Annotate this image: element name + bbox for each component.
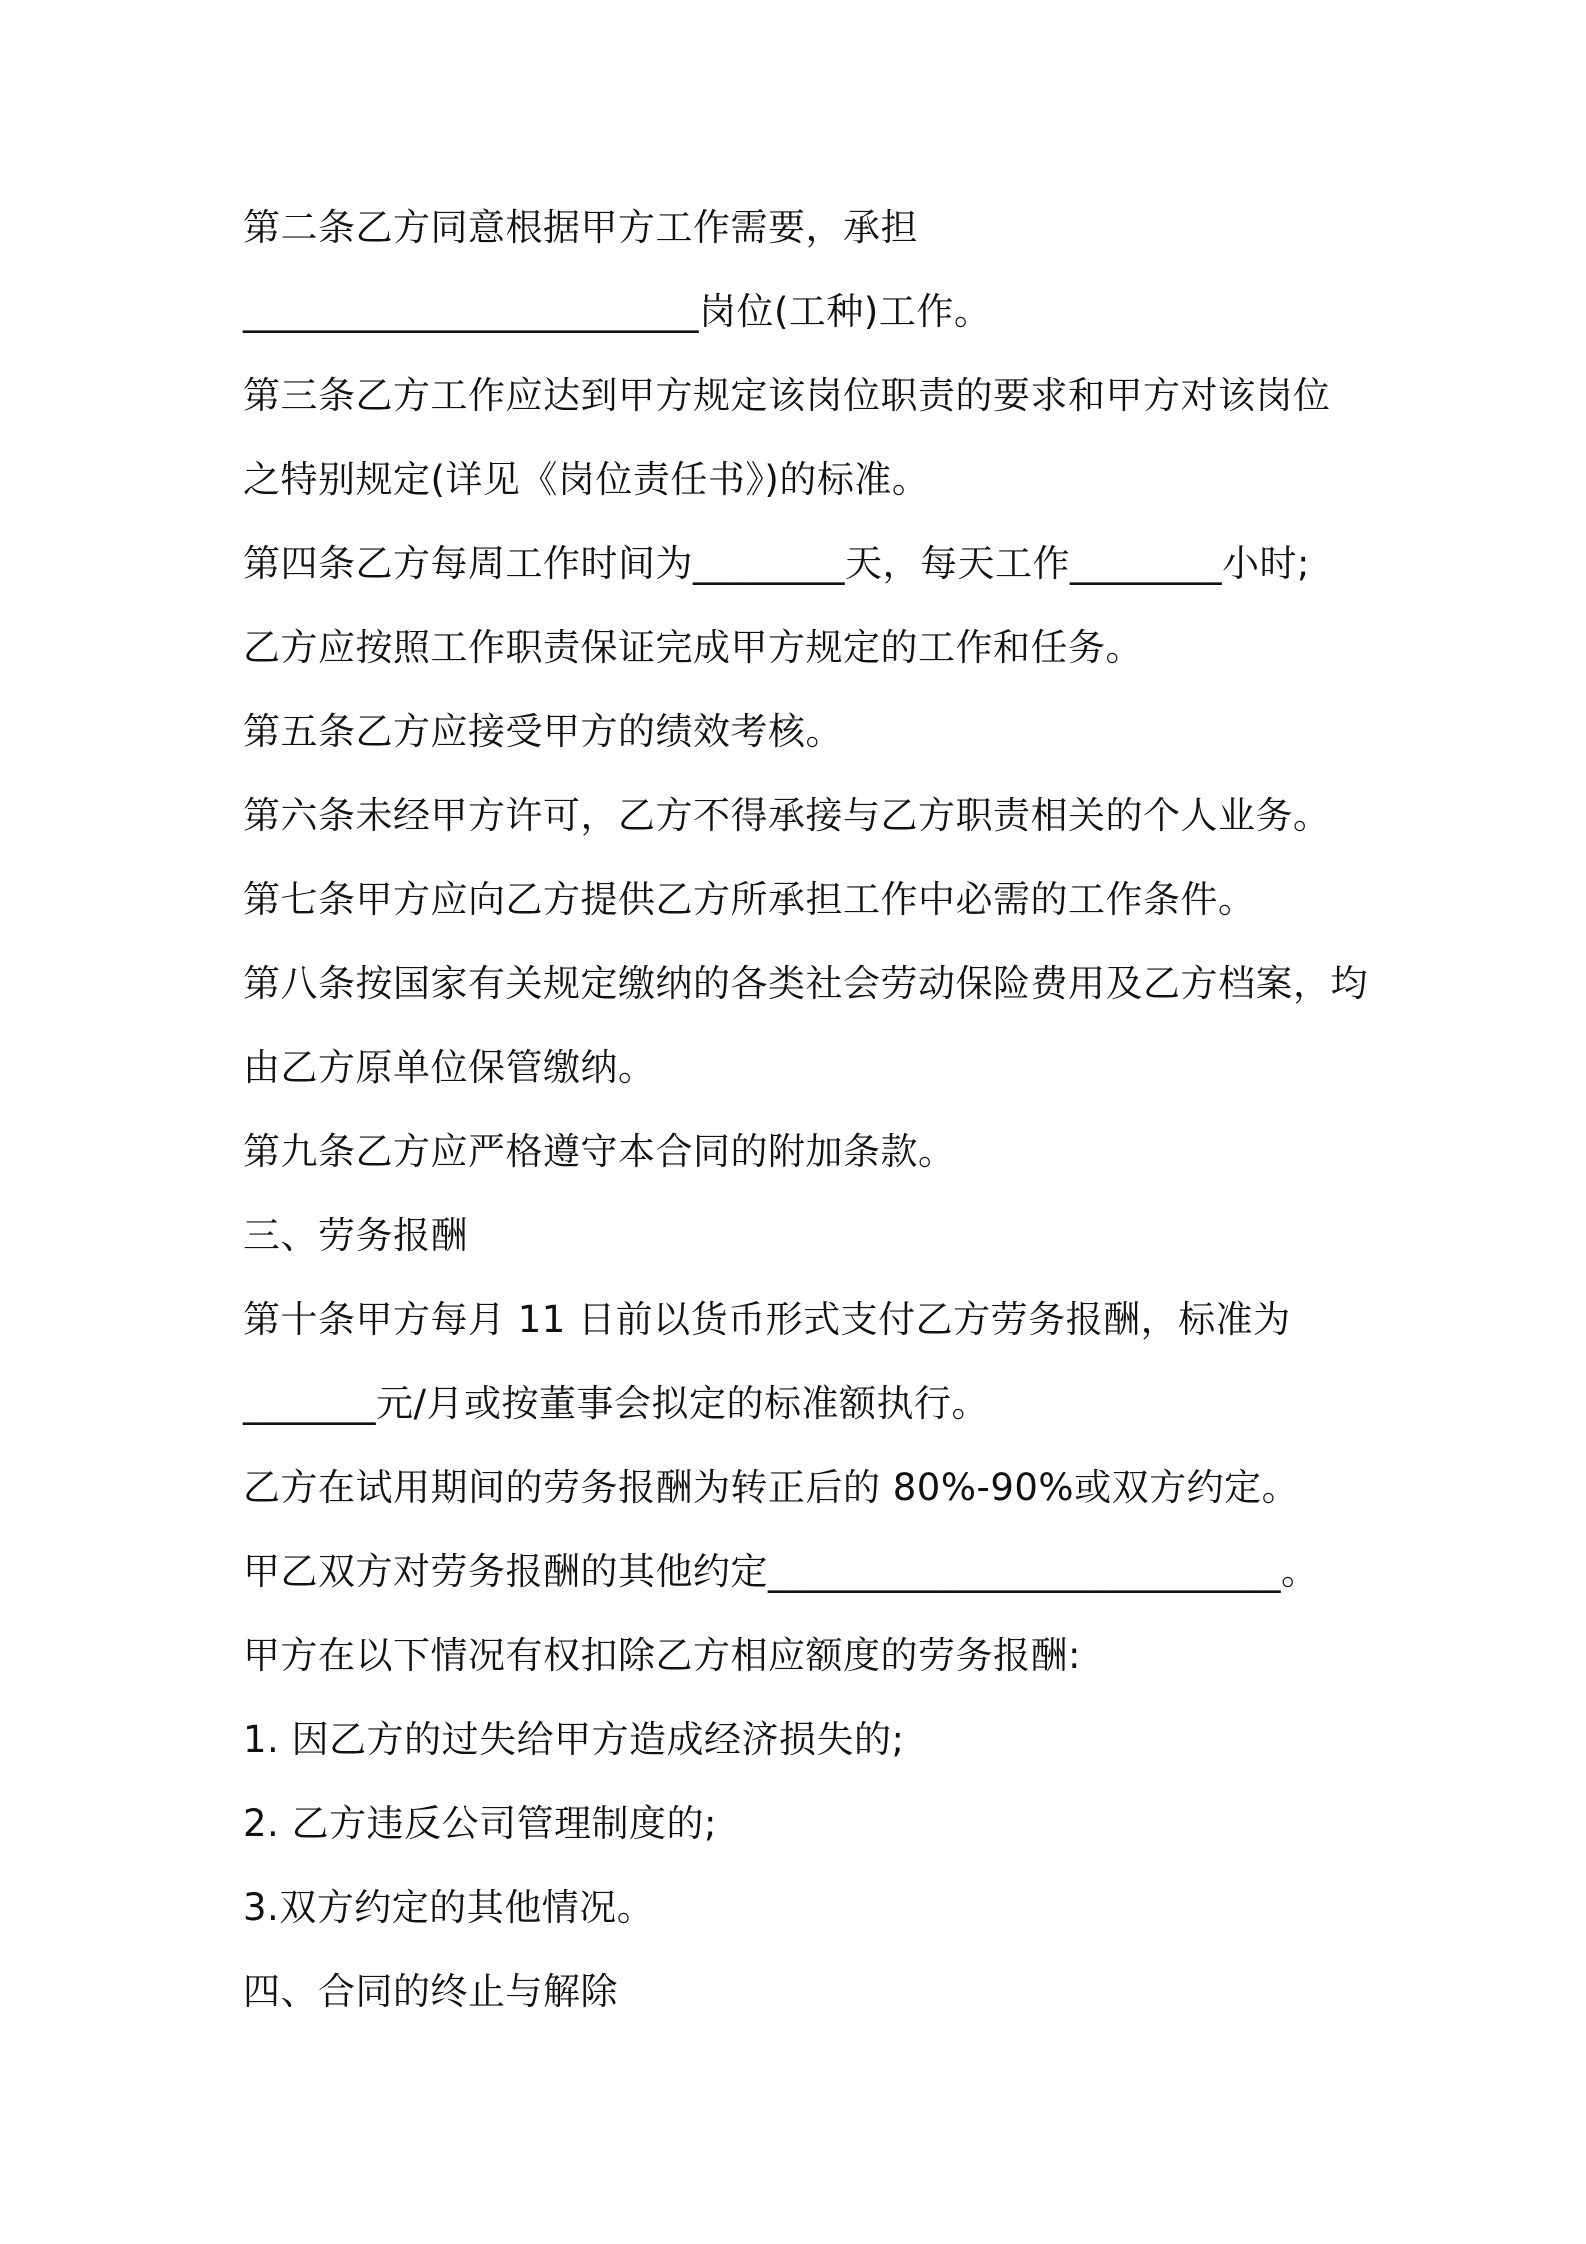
clause-2-line-2: ________________________岗位(工种)工作。 xyxy=(243,290,992,333)
other-pay-agreement: 甲乙双方对劳务报酬的其他约定___________________________。 xyxy=(243,1550,1319,1593)
clause-8-line-1: 第八条按国家有关规定缴纳的各类社会劳动保险费用及乙方档案，均 xyxy=(243,962,1368,1005)
probation-pay: 乙方在试用期间的劳务报酬为转正后的 80%-90%或双方约定。 xyxy=(243,1466,1300,1509)
clause-10-line-1: 第十条甲方每月 11 日前以货币形式支付乙方劳务报酬，标准为 xyxy=(243,1298,1291,1341)
deduction-item-3: 3.双方约定的其他情况。 xyxy=(243,1886,655,1929)
clause-4-line-2: 乙方应按照工作职责保证完成甲方规定的工作和任务。 xyxy=(243,626,1143,669)
clause-2-line-1: 第二条乙方同意根据甲方工作需要，承担 xyxy=(243,206,918,249)
clause-7: 第七条甲方应向乙方提供乙方所承担工作中必需的工作条件。 xyxy=(243,878,1256,921)
section-4-heading: 四、合同的终止与解除 xyxy=(243,1970,618,2013)
deduction-item-2: 2. 乙方违反公司管理制度的; xyxy=(243,1802,718,1845)
clause-9: 第九条乙方应严格遵守本合同的附加条款。 xyxy=(243,1130,956,1173)
clause-3-line-1: 第三条乙方工作应达到甲方规定该岗位职责的要求和甲方对该岗位 xyxy=(243,374,1331,417)
clause-10-line-2: _______元/月或按董事会拟定的标准额执行。 xyxy=(243,1382,989,1425)
clause-8-line-2: 由乙方原单位保管缴纳。 xyxy=(243,1046,656,1089)
clause-3-line-2: 之特别规定(详见《岗位责任书》)的标准。 xyxy=(243,458,930,501)
deduction-intro: 甲方在以下情况有权扣除乙方相应额度的劳务报酬: xyxy=(243,1634,1081,1677)
clause-4-line-1: 第四条乙方每周工作时间为________天，每天工作________小时; xyxy=(243,542,1310,585)
clause-5: 第五条乙方应接受甲方的绩效考核。 xyxy=(243,710,843,753)
clause-6: 第六条未经甲方许可，乙方不得承接与乙方职责相关的个人业务。 xyxy=(243,794,1331,837)
section-3-heading: 三、劳务报酬 xyxy=(243,1214,468,1257)
deduction-item-1: 1. 因乙方的过失给甲方造成经济损失的; xyxy=(243,1718,905,1761)
